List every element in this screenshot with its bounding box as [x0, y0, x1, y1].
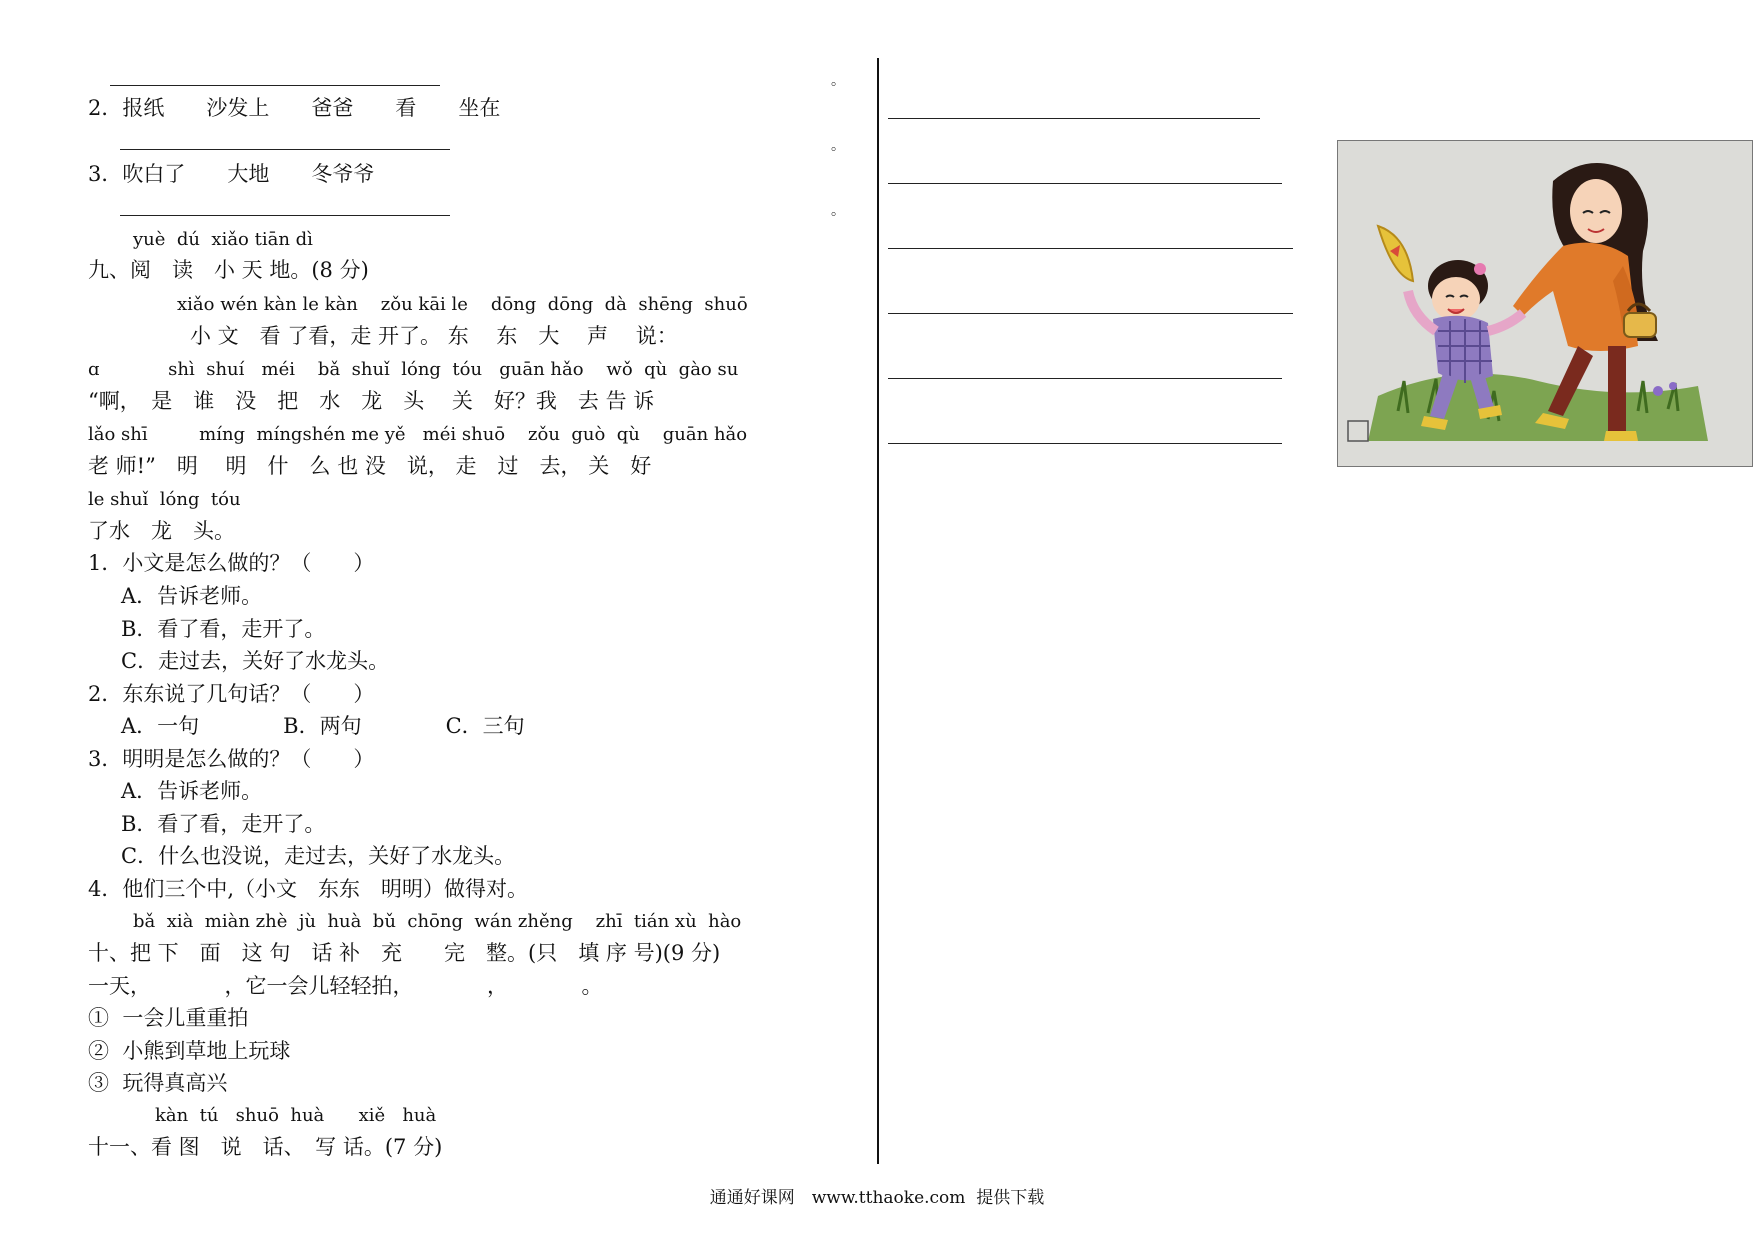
q9-title: 九、阅 读 小 天 地。(8 分)	[88, 258, 369, 282]
passage-line-4: 了水 龙 头。	[88, 519, 235, 543]
q8-item-2: 2．报纸 沙发上 爸爸 看 坐在	[88, 96, 501, 120]
question-1-option-a: A．告诉老师。	[121, 584, 263, 608]
question-3-option-b: B．看了看，走开了。	[121, 812, 326, 836]
footer-source: 通通好课网 www.tthaoke.com 提供下载	[709, 1188, 1045, 1208]
answer-line-q8-2	[120, 149, 450, 150]
passage-pinyin-3: lǎo shī míng míngshén me yě méi shuō zǒu guò qù guān hǎo	[88, 424, 748, 445]
margin-dot-2: 。	[831, 138, 845, 154]
question-2: 2．东东说了几句话？（ ）	[88, 682, 375, 706]
q11-title: 十一、看 图 说 话、 写 话。(7 分)	[88, 1135, 443, 1159]
writing-line-6	[888, 443, 1282, 444]
question-3: 3．明明是怎么做的？（ ）	[88, 747, 375, 771]
passage-line-1: 小 文 看 了看，走 开了。 东 东 大 声 说：	[190, 324, 678, 348]
question-4: 4．他们三个中,（小文 东东 明明）做得对。	[88, 877, 529, 901]
margin-dot-3: 。	[831, 203, 845, 219]
question-1-option-b: B．看了看，走开了。	[121, 617, 326, 641]
passage-line-2: “啊， 是 谁 没 把 水 龙 头 关 好？我 去 告 诉	[88, 389, 655, 413]
q11-title-pinyin: kàn tú shuō huà xiě huà	[155, 1105, 437, 1126]
question-2-options: A．一句 B．两句 C．三句	[121, 714, 525, 738]
mother-and-daughter-illustration	[1337, 140, 1753, 467]
q10-choice-2: ② 小熊到草地上玩球	[88, 1039, 291, 1063]
writing-line-3	[888, 248, 1293, 249]
writing-line-4	[888, 313, 1293, 314]
passage-pinyin-4: le shuǐ lóng tóu	[88, 489, 241, 510]
writing-line-1	[888, 118, 1260, 119]
question-1: 1．小文是怎么做的？（ ）	[88, 551, 375, 575]
answer-line-q8-3	[120, 215, 450, 216]
question-3-option-c: C．什么也没说，走过去，关好了水龙头。	[121, 844, 516, 868]
q10-sentence: 一天， ，它一会儿轻轻拍， ， 。	[88, 974, 603, 998]
passage-pinyin-1: xiǎo wén kàn le kàn zǒu kāi le dōng dōng dà shēng shuō	[177, 294, 748, 315]
question-1-option-c: C．走过去，关好了水龙头。	[121, 649, 390, 673]
passage-pinyin-2: ɑ shì shuí méi bǎ shuǐ lóng tóu guān hǎo wǒ qù gào su	[88, 359, 739, 380]
q10-title: 十、把 下 面 这 句 话 补 充 完 整。(只 填 序 号)(9 分)	[88, 941, 721, 965]
margin-dot-1: 。	[831, 73, 845, 89]
column-divider	[877, 58, 879, 1164]
passage-line-3: 老 师!” 明 明 什 么 也 没 说， 走 过 去， 关 好	[88, 454, 652, 478]
question-3-option-a: A．告诉老师。	[121, 779, 263, 803]
q10-choice-3: ③ 玩得真高兴	[88, 1071, 228, 1095]
writing-line-2	[888, 183, 1282, 184]
q10-title-pinyin: bǎ xià miàn zhè jù huà bǔ chōng wán zhěng zhī tián xù hào	[133, 911, 742, 932]
q9-title-pinyin: yuè dú xiǎo tiān dì	[133, 229, 313, 250]
answer-line-q8-1	[110, 85, 440, 86]
writing-line-5	[888, 378, 1282, 379]
q8-item-3: 3．吹白了 大地 冬爷爷	[88, 162, 375, 186]
q10-choice-1: ① 一会儿重重拍	[88, 1006, 249, 1030]
